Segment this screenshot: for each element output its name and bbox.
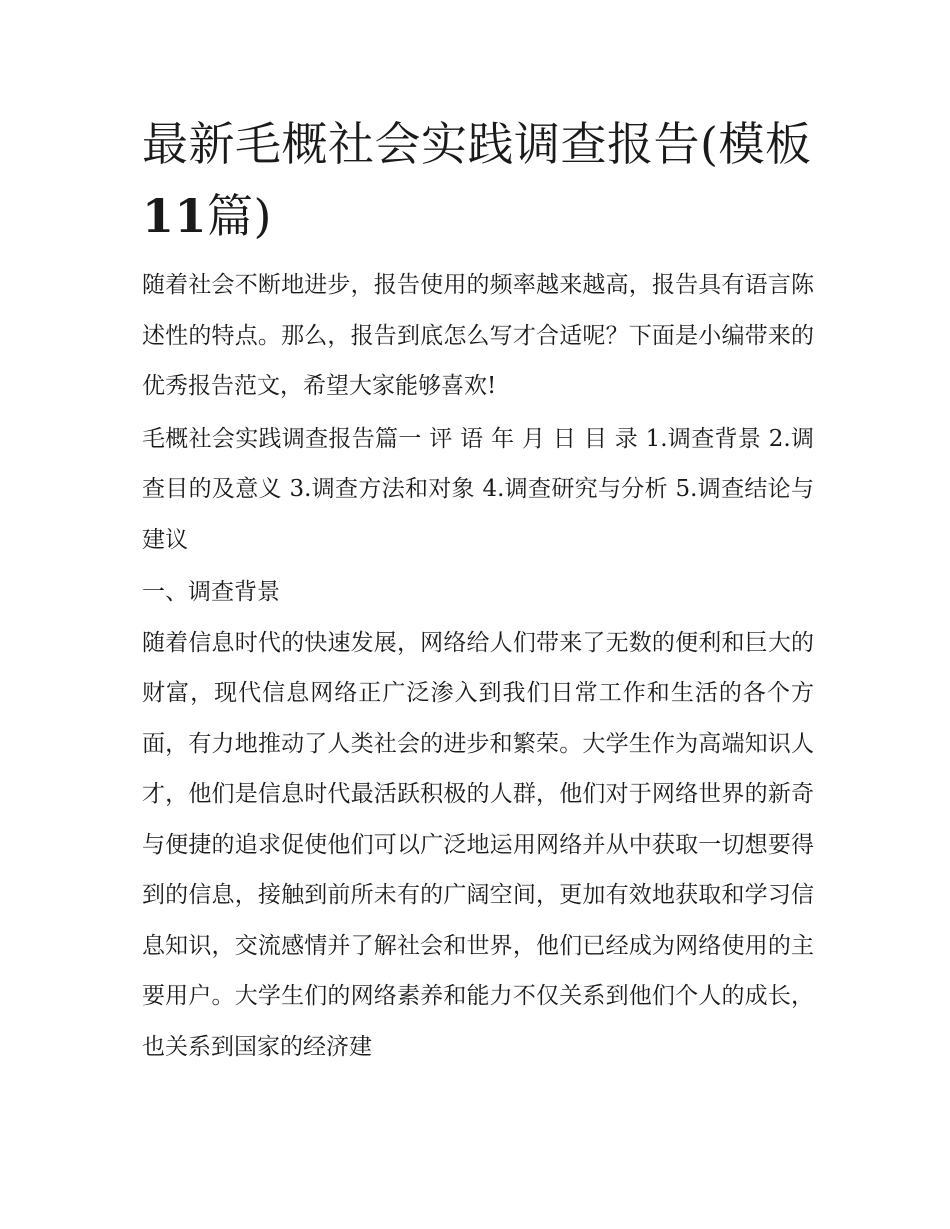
body-paragraph: 随着信息时代的快速发展，网络给人们带来了无数的便利和巨大的财富，现代信息网络正广泛渗入到我们日常工作和生活的各个方面，有力地推动了人类社会的进步和繁荣。大学生作为高端知识人才，他们是信息时代最活跃积极的人群，他们对于网络世界的新奇与便捷的追求促使他们可以广泛地运用网络并从中获取一切想要得到的信息，接触到前所未有的广阔空间，更加有效地获取和学习信息知识，交流感情并了解社会和世界，他们已经成为网络使用的主要用户。大学生们的网络素养和能力不仅关系到他们个人的成长，也关系到国家的经济建 — [142, 629, 814, 1060]
intro-paragraph: 随着社会不断地进步，报告使用的频率越来越高，报告具有语言陈述性的特点。那么，报告到底怎么写才合适呢？下面是小编带来的优秀报告范文，希望大家能够喜欢! — [142, 272, 814, 399]
document-title: 最新毛概社会实践调查报告(模板11篇) — [142, 117, 812, 243]
section-heading-background: 一、调查背景 — [142, 579, 280, 605]
table-of-contents-paragraph: 毛概社会实践调查报告篇一 评 语 年 月 日 目 录 1.调查背景 2.调查目的及意义 3.调查方法和对象 4.调查研究与分析 5.调查结论与建议 — [142, 425, 814, 553]
